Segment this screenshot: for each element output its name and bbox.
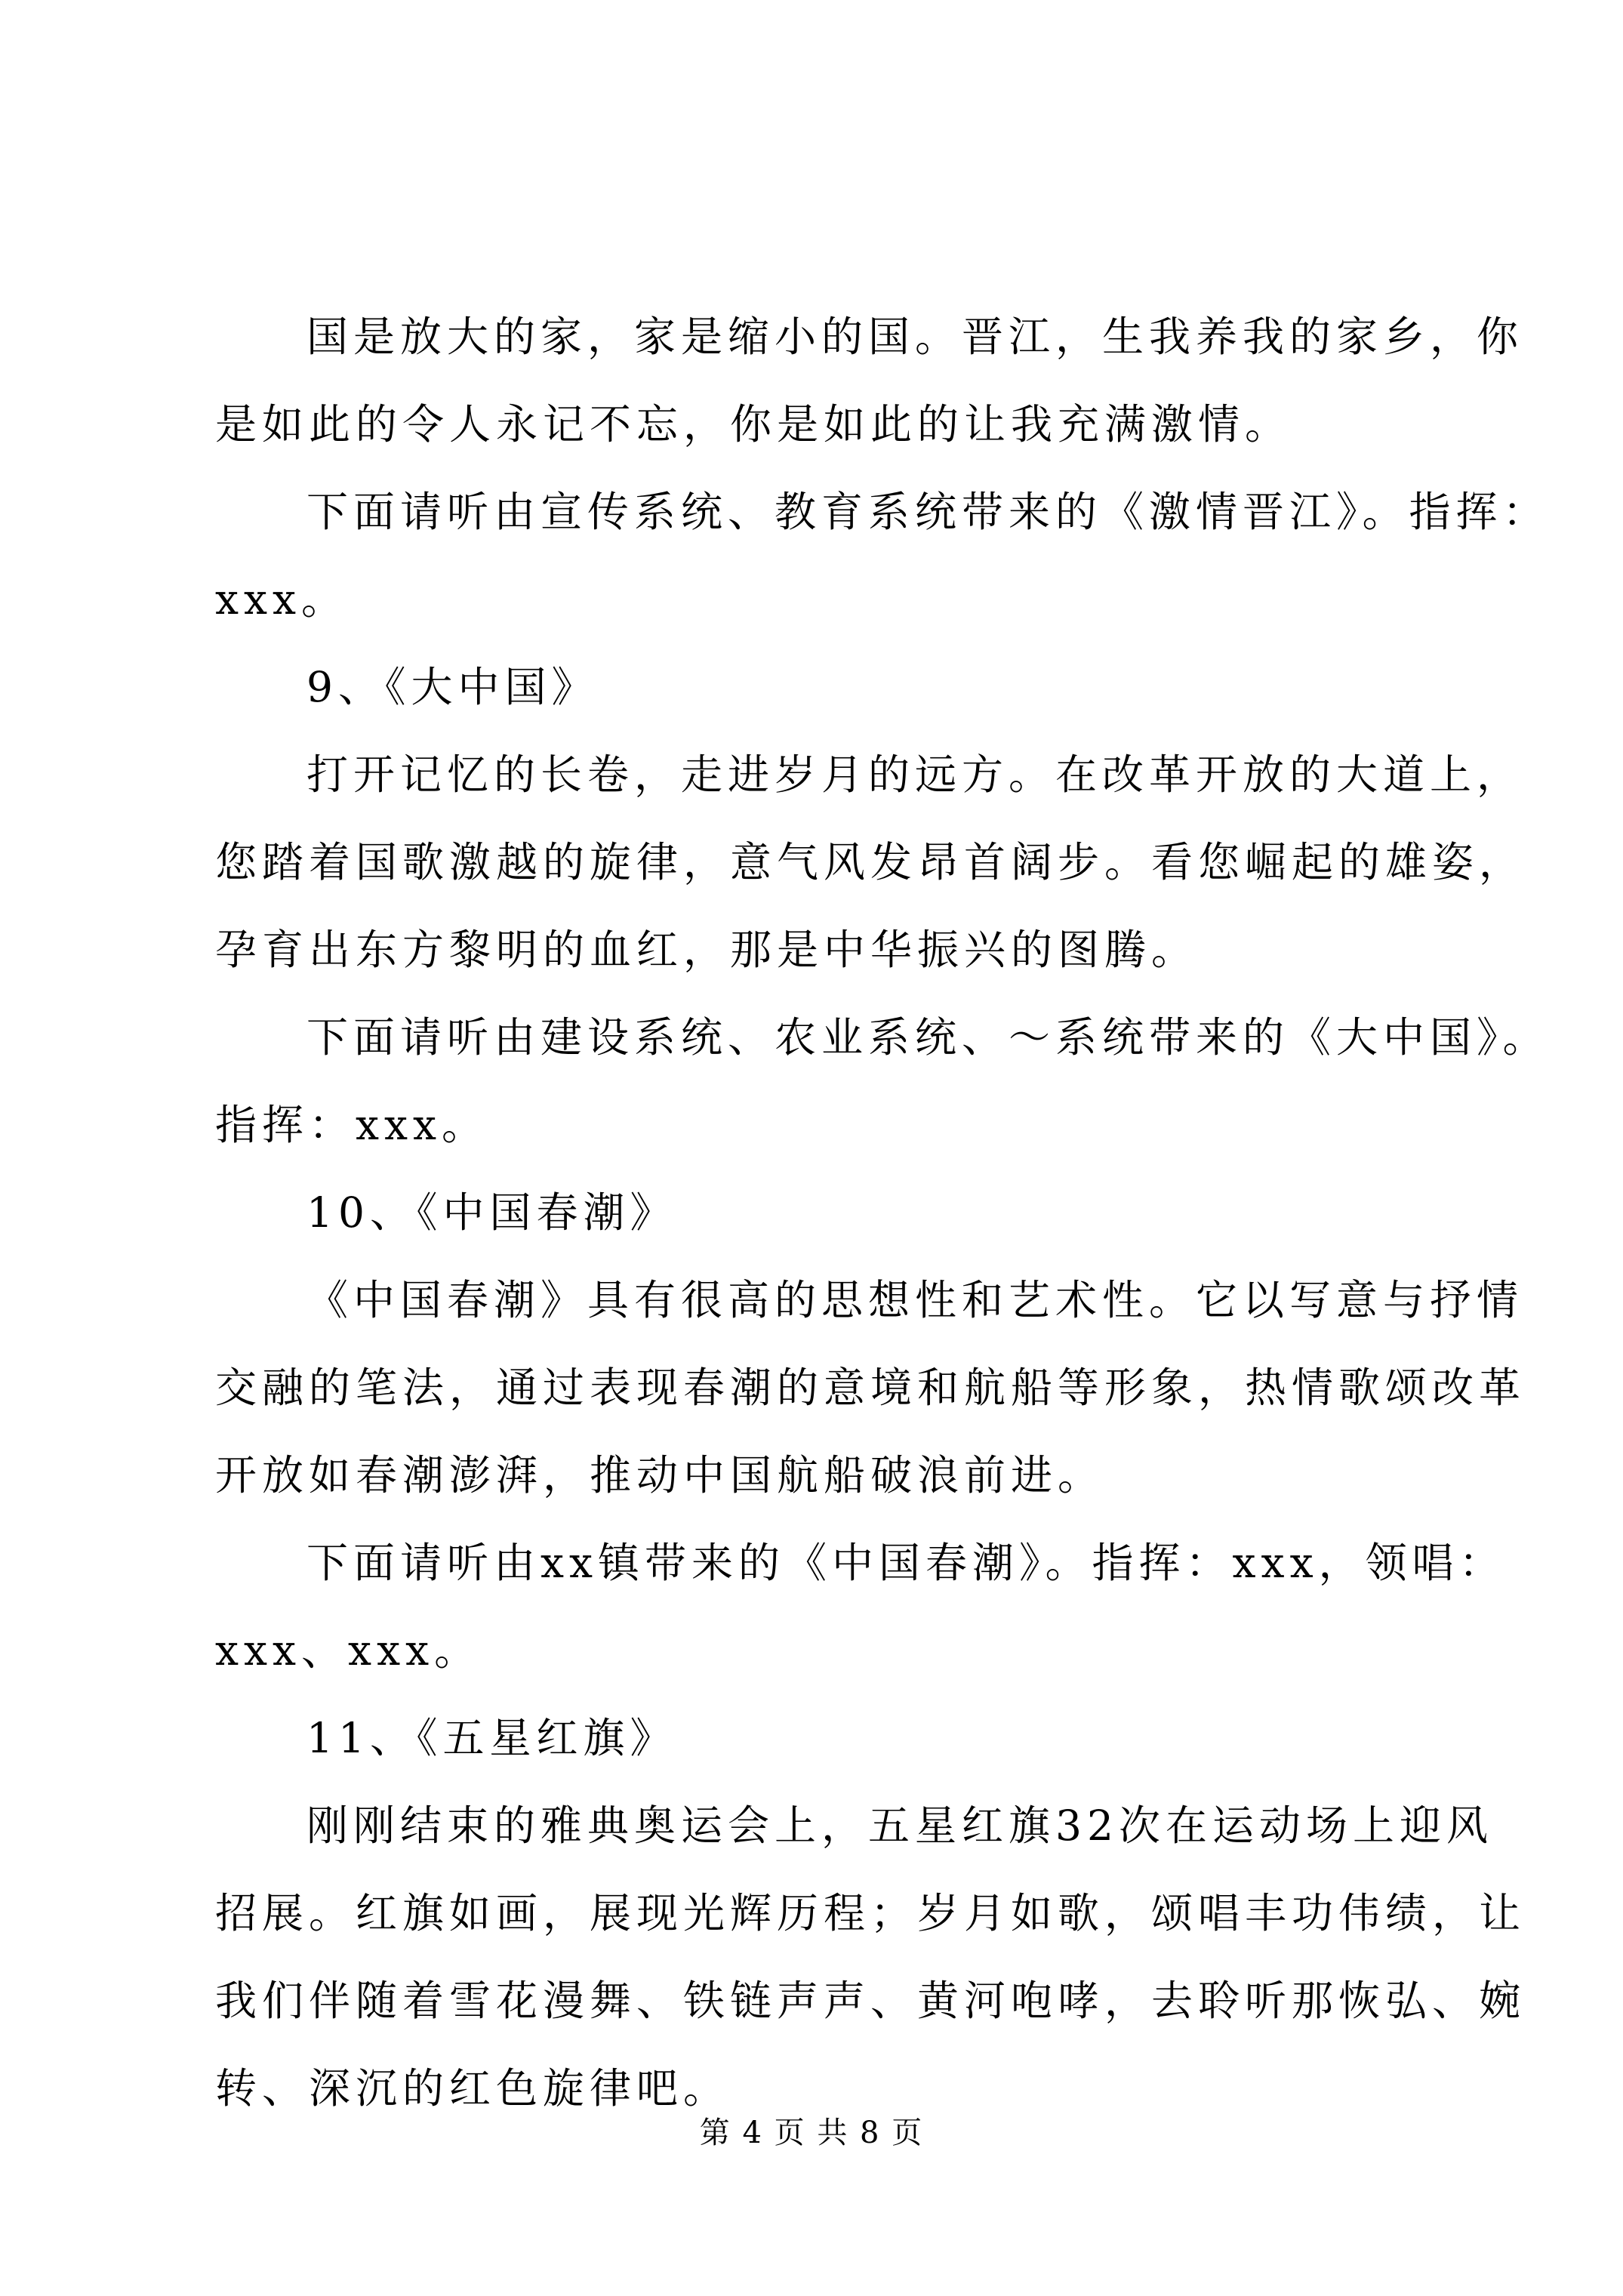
body-text-line: xxx、xxx。 [215,1626,482,1675]
body-text-line: 开放如春潮澎湃，推动中国航船破浪前进。 [215,1451,1105,1499]
section-heading: 11、《五星红旗》 [306,1714,677,1762]
body-text-line: 是如此的令人永记不忘，你是如此的让我充满激情。 [215,400,1292,448]
page-number-footer: 第 4 页 共 8 页 [699,2116,924,2150]
body-text-line: 下面请听由xx镇带来的《中国春潮》。指挥：xxx，领唱： [306,1539,1506,1587]
body-text-line: 打开记忆的长卷，走进岁月的远方。在改革开放的大道上， [306,750,1524,799]
section-heading: 10、《中国春潮》 [306,1188,677,1237]
body-text-line: 我们伴随着雪花漫舞、铁链声声、黄河咆哮，去聆听那恢弘、婉 [215,1977,1526,2025]
body-text-line: 您踏着国歌激越的旋律，意气风发昂首阔步。看您崛起的雄姿， [215,838,1526,886]
body-text-line: 下面请听由宣传系统、教育系统带来的《激情晋江》。指挥： [306,488,1550,536]
body-text-line: 国是放大的家，家是缩小的国。晋江，生我养我的家乡，你 [306,313,1524,361]
body-text-line: 下面请听由建设系统、农业系统、～系统带来的《大中国》。 [306,1013,1550,1062]
section-heading: 9、《大中国》 [306,663,599,711]
body-text-line: 《中国春潮》具有很高的思想性和艺术性。它以写意与抒情 [306,1276,1524,1324]
body-text-line: 招展。红旗如画，展现光辉历程；岁月如歌，颂唱丰功伟绩，让 [215,1889,1526,1937]
body-text-line: 转、深沉的红色旋律吧。 [215,2064,731,2113]
body-text-line: xxx。 [215,575,349,624]
body-text-line: 指挥：xxx。 [215,1101,489,1149]
body-text-line: 交融的笔法，通过表现春潮的意境和航船等形象，热情歌颂改革 [215,1364,1526,1412]
body-text-line: 孕育出东方黎明的血红，那是中华振兴的图腾。 [215,926,1199,974]
body-text-line: 刚刚结束的雅典奥运会上，五星红旗32次在运动场上迎风 [306,1801,1493,1850]
